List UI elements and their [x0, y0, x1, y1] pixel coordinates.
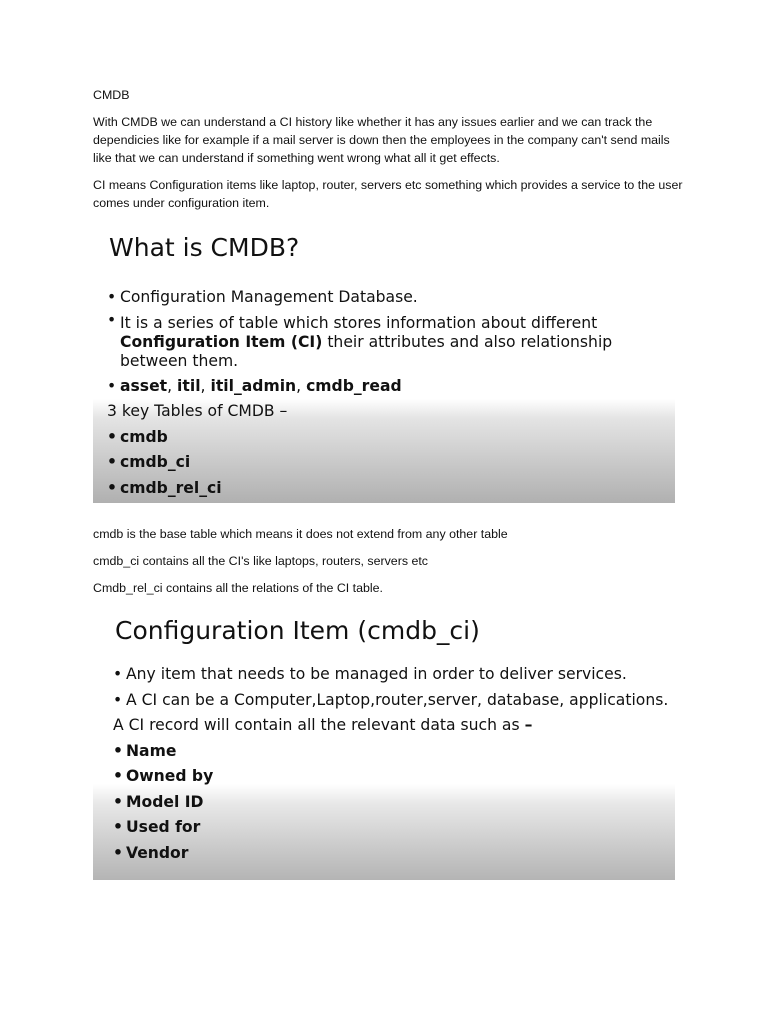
- subheading-text: A CI record will contain all the relevant data such as: [113, 716, 525, 734]
- slide-bullet: • Any item that needs to be managed in order to deliver services.: [113, 662, 673, 688]
- slide-bullet-field-name: • Name: [113, 739, 673, 765]
- separator: ,: [296, 376, 307, 395]
- slide-bullet-field-vendor: • Vendor: [113, 841, 673, 867]
- slide-bullet: • Configuration Management Database.: [107, 285, 667, 311]
- slide-bullet-list: [113, 662, 673, 866]
- bullet-bold-text: Configuration Item (CI): [120, 332, 323, 351]
- doc-paragraph-cmdb-ci: cmdb_ci contains all the CI's like laptops, routers, servers etc: [93, 554, 428, 568]
- slide-image-configuration-item: [93, 606, 675, 880]
- slide-bullet-list: [107, 285, 667, 501]
- slide-bullet-table-cmdb: • cmdb: [107, 425, 667, 451]
- slide-bullet: • A CI can be a Computer,Laptop,router,server, database, applications.: [113, 688, 673, 714]
- slide-bullet-field-owned-by: • Owned by: [113, 764, 673, 790]
- slide-title: What is CMDB?: [109, 233, 300, 262]
- doc-paragraph-cmdb-rel-ci: Cmdb_rel_ci contains all the relations of the CI table.: [93, 581, 383, 595]
- role-asset: asset: [120, 376, 168, 395]
- bullet-text: It is a series of table which stores information about different: [120, 313, 598, 332]
- slide-bullet-table-cmdb-rel-ci: • cmdb_rel_ci: [107, 476, 667, 502]
- slide-bullet-roles: [107, 374, 667, 400]
- doc-paragraph-history: With CMDB we can understand a CI history like whether it has any issues earlier and we can track the dependicies like for example if a mail server is down then the employees in the company can't send mails like that we can understand if something went wrong what all it get effects.: [93, 115, 670, 165]
- role-itil-admin: itil_admin: [210, 376, 297, 395]
- slide-subheading: 3 key Tables of CMDB –: [107, 402, 288, 420]
- slide-bullet-table-cmdb-ci: • cmdb_ci: [107, 450, 667, 476]
- slide-subheading: [113, 713, 673, 739]
- slide-bullet-field-model-id: • Model ID: [113, 790, 673, 816]
- role-itil: itil: [177, 376, 201, 395]
- separator: ,: [167, 376, 178, 395]
- slide-bullet-field-used-for: • Used for: [113, 815, 673, 841]
- separator: ,: [200, 376, 211, 395]
- slide-title: Configuration Item (cmdb_ci): [115, 616, 480, 645]
- spacer: [93, 503, 683, 525]
- subheading-dash: –: [524, 716, 533, 734]
- document-page: [93, 86, 683, 880]
- doc-paragraph-ci-meaning: CI means Configuration items like laptop, router, servers etc something which provides a service to the user comes under configuration item.: [93, 178, 683, 210]
- doc-paragraph-cmdb: cmdb is the base table which means it does not extend from any other table: [93, 527, 508, 541]
- role-cmdb-read: cmdb_read: [306, 376, 402, 395]
- bullet-text: their attributes and also relationship between them.: [120, 332, 613, 370]
- slide-bullet: [107, 311, 667, 374]
- slide-image-what-is-cmdb: [93, 221, 675, 503]
- doc-heading: CMDB: [93, 88, 130, 102]
